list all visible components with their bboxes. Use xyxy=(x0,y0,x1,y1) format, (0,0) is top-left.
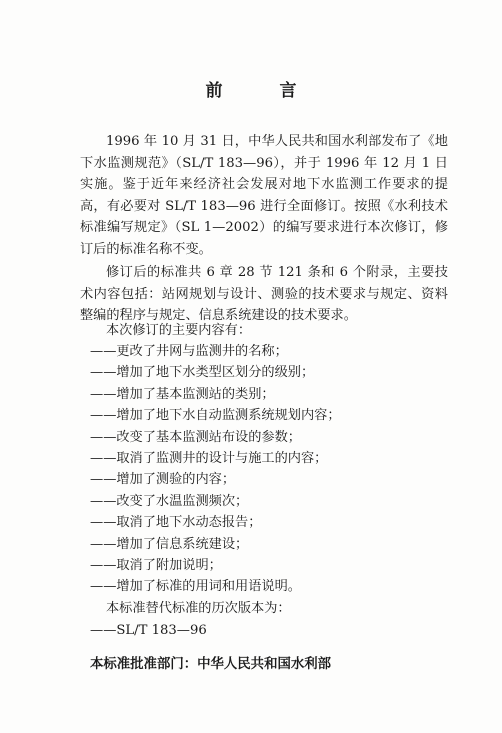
list-item: ——改变了基本监测站布设的参数； xyxy=(90,429,301,445)
approval-authority: 本标准批准部门：中华人民共和国水利部 xyxy=(90,657,332,672)
history-intro: 本标准替代标准的历次版本为： xyxy=(106,601,291,616)
list-item: ——更改了井网与监测井的名称； xyxy=(90,344,288,359)
list-item: ——取消了附加说明； xyxy=(90,558,222,574)
list-item: ——增加了基本监测站的类别； xyxy=(90,386,275,402)
list-item: ——增加了标准的用词和用语说明。 xyxy=(90,579,301,595)
page-title: 前 言 xyxy=(205,81,317,101)
list-item: ——取消了地下水动态报告； xyxy=(90,515,262,531)
changes-list xyxy=(80,341,448,598)
list-item: ——增加了信息系统建设； xyxy=(90,536,249,552)
list-item: ——改变了水温监测频次； xyxy=(90,493,249,509)
list-item: ——增加了地下水自动监测系统规划内容； xyxy=(90,408,341,424)
changes-intro: 本次修订的主要内容有： xyxy=(106,323,252,338)
list-item: ——增加了地下水类型区划分的级别； xyxy=(90,365,315,381)
list-item: ——取消了监测井的设计与施工的内容； xyxy=(90,451,328,467)
contents-paragraph: 修订后的标准共 6 章 28 节 121 条和 6 个附录，主要技术内容包括：站网规划与设计、测验的技术要求与规定、资料整编的程序与规定、信息系统建设的技术要求。 xyxy=(80,265,448,324)
history-item: ——SL/T 183—96 xyxy=(90,623,207,638)
list-item: ——增加了测验的内容； xyxy=(90,472,236,488)
intro-paragraph: 1996 年 10 月 31 日，中华人民共和国水利部发布了《地下水监测规范》（SL/T 183—96），并于 1996 年 12 月 1 日实施。鉴于近年来经济社会发展对地下水监测工作要求的提高，有必要对 SL/T 183—96 进行全面修订。按照《水利技术标准编写规定》（SL 1—2002）的编写要求进行本次修订，修订后的标准名称不变。 xyxy=(80,134,448,257)
